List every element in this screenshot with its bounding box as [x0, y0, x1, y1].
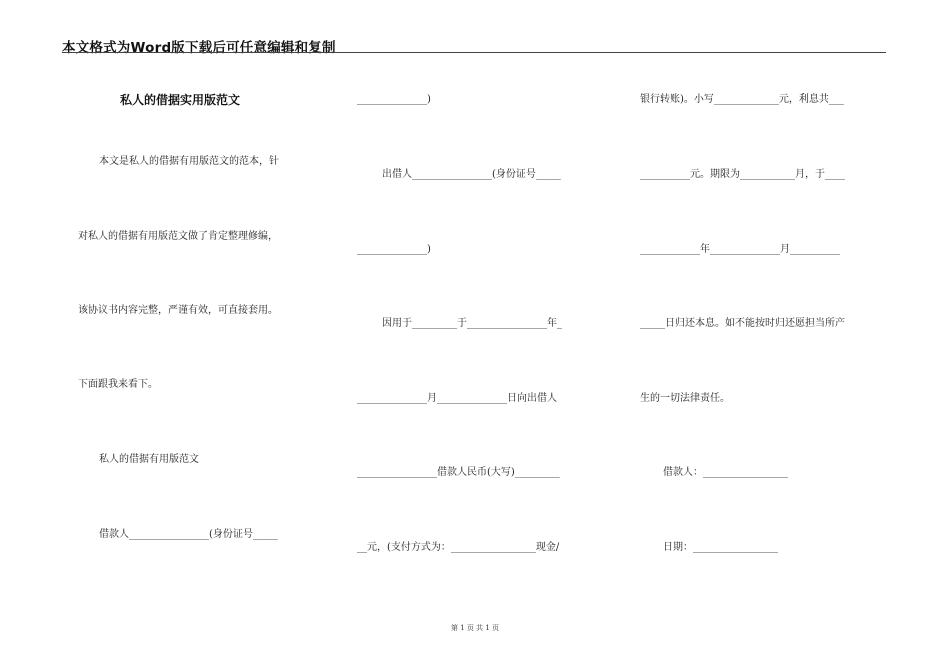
left-line-6: 借款人________________(身份证号_____ [99, 529, 278, 540]
left-line-3: 该协议书内容完整，严谨有效，可直接套用。 [78, 305, 278, 316]
middle-line-4: 因用于_________于________________年_ [382, 318, 562, 329]
right-line-6: 借款人：_________________ [663, 467, 788, 478]
right-line-3: ____________年______________月__________ [640, 244, 840, 255]
middle-line-3: ______________) [357, 244, 431, 255]
middle-line-1: ______________) [357, 94, 431, 105]
middle-line-7: __元，(支付方式为：_________________现金/ [357, 542, 560, 553]
middle-line-6: ________________借款人民币(大写)_________ [357, 467, 560, 478]
right-line-1: 银行转账)。小写_____________元，利息共___ [640, 94, 844, 105]
page-footer: 第 1 页 共 1 页 [450, 624, 500, 632]
left-line-1: 本文是私人的借据有用版范文的范本，针 [99, 156, 279, 167]
document-title: 私人的借据实用版范文 [120, 93, 241, 107]
middle-line-2: 出借人________________(身份证号_____ [382, 169, 561, 180]
right-line-4: _____日归还本息。如不能按时归还愿担当所产 [640, 318, 845, 329]
left-line-4: 下面跟我来看下。 [78, 379, 158, 390]
left-line-5: 私人的借据有用版范文 [99, 454, 199, 465]
middle-line-5: ______________月______________日向出借人 [357, 393, 557, 404]
left-line-2: 对私人的借据有用版范文做了肯定整理修编， [78, 231, 278, 242]
right-line-7: 日期：_________________ [663, 542, 778, 553]
right-line-5: 生的一切法律责任。 [640, 393, 730, 404]
page-header: 本文格式为Word版下载后可任意编辑和复制 [62, 40, 336, 56]
right-line-2: __________元。期限为___________月，于____ [640, 169, 845, 180]
header-rule [62, 52, 886, 53]
